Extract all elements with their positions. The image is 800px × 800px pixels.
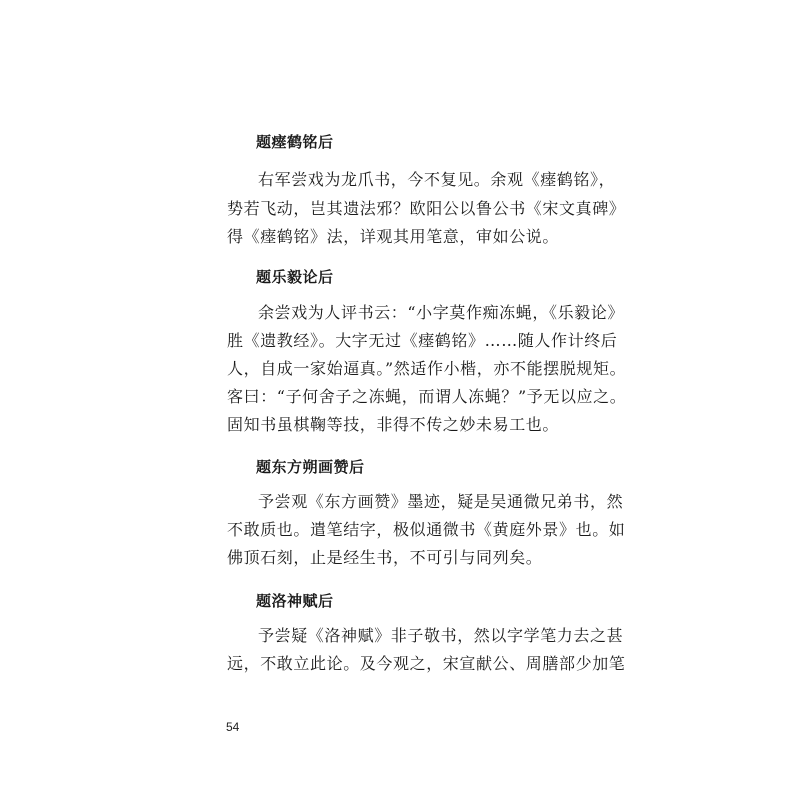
text-line: 固知书虽棋鞠等技，非得不传之妙未易工也。 <box>227 415 560 434</box>
section-heading: 题东方朔画赞后 <box>256 458 365 476</box>
text-line: 远，不敢立此论。及今观之，宋宣献公、周膳部少加笔 <box>227 654 626 673</box>
text-line: 右军尝戏为龙爪书，今不复见。余观《瘗鹤铭》， <box>258 170 616 189</box>
text-line: 势若飞动，岂其遗法邪？欧阳公以鲁公书《宋文真碑》 <box>227 199 626 218</box>
section-heading: 题洛神赋后 <box>256 592 334 610</box>
text-line: 余尝戏为人评书云：“小字莫作痴冻蝇，《乐毅论》 <box>258 303 624 322</box>
text-line: 不敢质也。遣笔结字，极似通微书《黄庭外景》也。如 <box>227 520 626 539</box>
text-line: 佛顶石刻，止是经生书，不可引与同列矣。 <box>227 548 543 567</box>
text-line: 客曰：“子何舍子之冻蝇，而谓人冻蝇？”予无以应之。 <box>227 387 627 406</box>
text-line: 胜《遗教经》。大字无过《瘗鹤铭》……随人作计终后 <box>227 331 618 350</box>
section-heading: 题瘗鹤铭后 <box>256 133 334 151</box>
text-line: 得《瘗鹤铭》法，详观其用笔意，审如公说。 <box>227 227 560 246</box>
text-line: 予尝观《东方画赞》墨迹，疑是吴通微兄弟书，然 <box>258 492 624 511</box>
page-number: 54 <box>226 720 240 734</box>
section-heading: 题乐毅论后 <box>256 268 334 286</box>
text-line: 予尝疑《洛神赋》非子敬书，然以字学笔力去之甚 <box>258 626 624 645</box>
text-line: 人，自成一家始逼真。”然适作小楷，亦不能摆脱规矩。 <box>227 359 627 378</box>
